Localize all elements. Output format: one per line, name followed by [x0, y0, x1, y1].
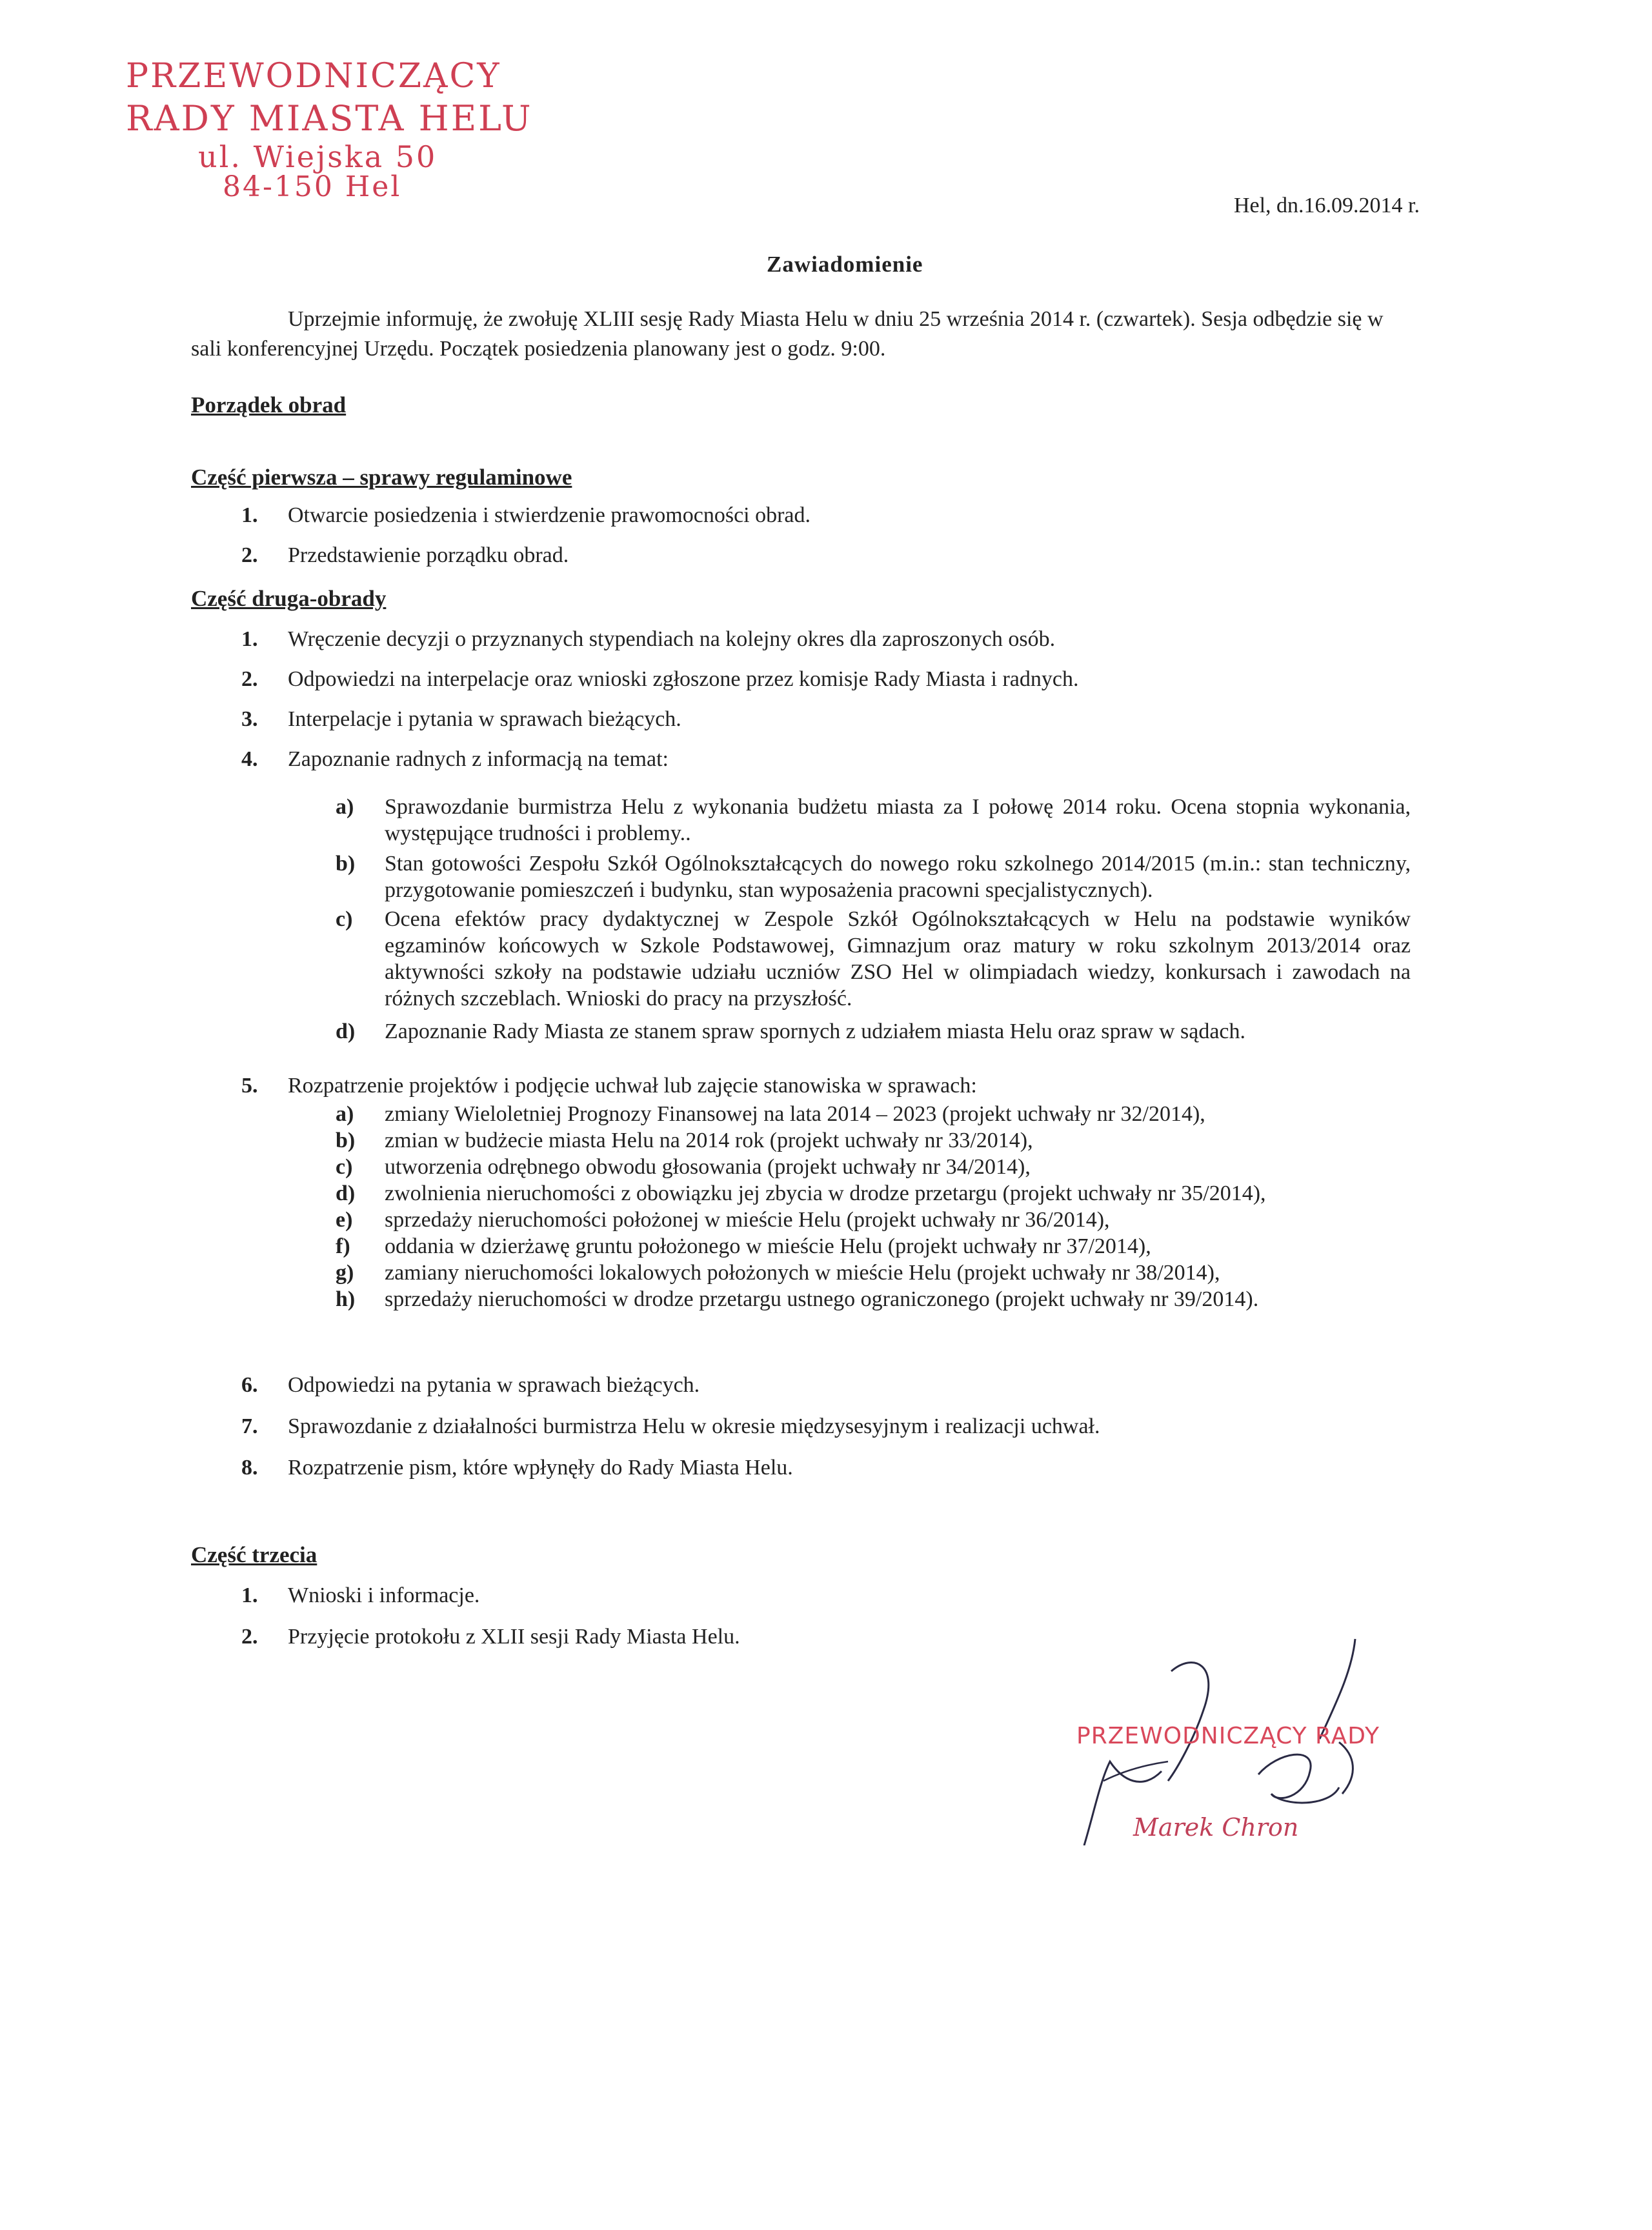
stamp-line-4: 84-150 Hel	[223, 170, 402, 203]
document-title: Zawiadomienie	[767, 252, 923, 277]
sub-item-letter: a)	[336, 1102, 354, 1126]
item-number: 1.	[241, 1583, 258, 1607]
sub-item-letter: c)	[336, 907, 353, 931]
item-number: 7.	[241, 1414, 258, 1438]
sub-item-letter: a)	[336, 795, 354, 819]
sub-item-letter: b)	[336, 852, 356, 876]
sub-item-letter: g)	[336, 1261, 354, 1285]
item-number: 2.	[241, 667, 258, 691]
item-number: 5.	[241, 1074, 258, 1098]
stamp-line-1: PRZEWODNICZĄCY	[126, 57, 501, 95]
item-number: 2.	[241, 543, 258, 567]
sub-item-text: sprzedaży nieruchomości położonej w mieście Helu (projekt uchwały nr 36/2014),	[385, 1208, 1110, 1232]
item-text: Przyjęcie protokołu z XLII sesji Rady Miasta Helu.	[288, 1625, 740, 1649]
sub-item-letter: f)	[336, 1234, 350, 1258]
agenda-heading: Porządek obrad	[191, 392, 347, 417]
part1-heading: Część pierwsza – sprawy regulaminowe	[191, 465, 572, 490]
sub-item-letter: d)	[336, 1020, 356, 1043]
sub-item-text: zmian w budżecie miasta Helu na 2014 rok (projekt uchwały nr 33/2014),	[385, 1129, 1033, 1152]
sub-item-text: Zapoznanie Rady Miasta ze stanem spraw spornych z udziałem miasta Helu oraz spraw w sądach.	[385, 1020, 1246, 1043]
item-text: Wręczenie decyzji o przyznanych stypendiach na kolejny okres dla zaproszonych osób.	[288, 627, 1056, 651]
item-number: 2.	[241, 1625, 258, 1649]
item-text: Przedstawienie porządku obrad.	[288, 543, 569, 567]
item-text: Rozpatrzenie projektów i podjęcie uchwał lub zajęcie stanowiska w sprawach:	[288, 1074, 977, 1098]
item-text: Sprawozdanie z działalności burmistrza Helu w okresie międzysesyjnym i realizacji uchwał.	[288, 1414, 1100, 1438]
sub-item-letter: h)	[336, 1287, 356, 1311]
part2-heading: Część druga-obrady	[191, 586, 387, 611]
intro-text: Uprzejmie informuję, że zwołuję XLIII sesję Rady Miasta Helu w dniu 25 września 2014 r. (czwartek). Sesja odbędzie się w sali konferencyjnej Urzędu. Początek posiedzenia planowany jest o godz. 9:00.	[191, 307, 1384, 361]
item-text: Odpowiedzi na pytania w sprawach bieżących.	[288, 1373, 700, 1397]
signature-stamp-text: PRZEWODNICZĄCY RADY	[1076, 1723, 1380, 1749]
document-date: Hel, dn.16.09.2014 r.	[1233, 194, 1420, 217]
sub-item-letter: c)	[336, 1155, 353, 1179]
item-text: Interpelacje i pytania w sprawach bieżących.	[288, 707, 681, 731]
sub-item-letter: e)	[336, 1208, 353, 1232]
item-number: 8.	[241, 1456, 258, 1480]
sub-item-text: sprzedaży nieruchomości w drodze przetargu ustnego ograniczonego (projekt uchwały nr 39/2014).	[385, 1287, 1259, 1311]
item-text: Rozpatrzenie pism, które wpłynęły do Rady Miasta Helu.	[288, 1456, 793, 1480]
sub-item-text: zamiany nieruchomości lokalowych położonych w mieście Helu (projekt uchwały nr 38/2014),	[385, 1261, 1220, 1285]
sub-item	[0, 850, 1652, 905]
item-text: Zapoznanie radnych z informacją na temat:	[288, 747, 669, 771]
sub-item-letter: d)	[336, 1181, 356, 1205]
item-number: 1.	[241, 627, 258, 651]
item-number: 3.	[241, 707, 258, 731]
sub-item-text: Stan gotowości Zespołu Szkół Ogólnokształcących do nowego roku szkolnego 2014/2015 (m.in.: stan techniczny, przygotowanie pomieszczeń i budynku, stan wyposażenia pracowni specjalistycznych).	[385, 852, 1411, 902]
signature-name: Marek Chron	[1133, 1813, 1299, 1842]
sub-item-text: zmiany Wieloletniej Prognozy Finansowej na lata 2014 – 2023 (projekt uchwały nr 32/2014),	[385, 1102, 1205, 1126]
item-number: 1.	[241, 503, 258, 527]
sub-item-text: utworzenia odrębnego obwodu głosowania (projekt uchwały nr 34/2014),	[385, 1155, 1031, 1179]
stamp-line-3: ul. Wiejska 50	[198, 139, 438, 174]
item-text: Wnioski i informacje.	[288, 1583, 480, 1607]
sub-item-text: Ocena efektów pracy dydaktycznej w Zespole Szkół Ogólnokształcących w Helu na podstawie wyników egzaminów końcowych w Szkole Podstawowej, Gimnazjum oraz matury w roku szkolnym 2013/2014 oraz aktywności szkoły na podstawie udziału uczniów ZSO Hel w olimpiadach wiedzy, konkursach i zawodach na różnych szczeblach. Wnioski do pracy na przyszłość.	[385, 907, 1411, 1010]
item-number: 6.	[241, 1373, 258, 1397]
item-number: 4.	[241, 747, 258, 771]
sub-item-text: zwolnienia nieruchomości z obowiązku jej zbycia w drodze przetargu (projekt uchwały nr 35/2014),	[385, 1181, 1266, 1205]
part3-heading: Część trzecia	[191, 1542, 317, 1567]
sub-item	[0, 1018, 1652, 1047]
sub-item	[0, 794, 1652, 848]
sub-item-letter: b)	[336, 1129, 356, 1152]
stamp-line-2: RADY MIASTA HELU	[126, 98, 533, 139]
item-text: Odpowiedzi na interpelacje oraz wnioski zgłoszone przez komisje Rady Miasta i radnych.	[288, 667, 1079, 691]
sub-item-text: Sprawozdanie burmistrza Helu z wykonania budżetu miasta za I połowę 2014 roku. Ocena stopnia wykonania, występujące trudności i problemy..	[385, 795, 1411, 845]
sub-item-text: oddania w dzierżawę gruntu położonego w mieście Helu (projekt uchwały nr 37/2014),	[385, 1234, 1151, 1258]
item-text: Otwarcie posiedzenia i stwierdzenie prawomocności obrad.	[288, 503, 811, 527]
intro-paragraph	[191, 305, 1411, 364]
sub-item	[0, 906, 1652, 1016]
